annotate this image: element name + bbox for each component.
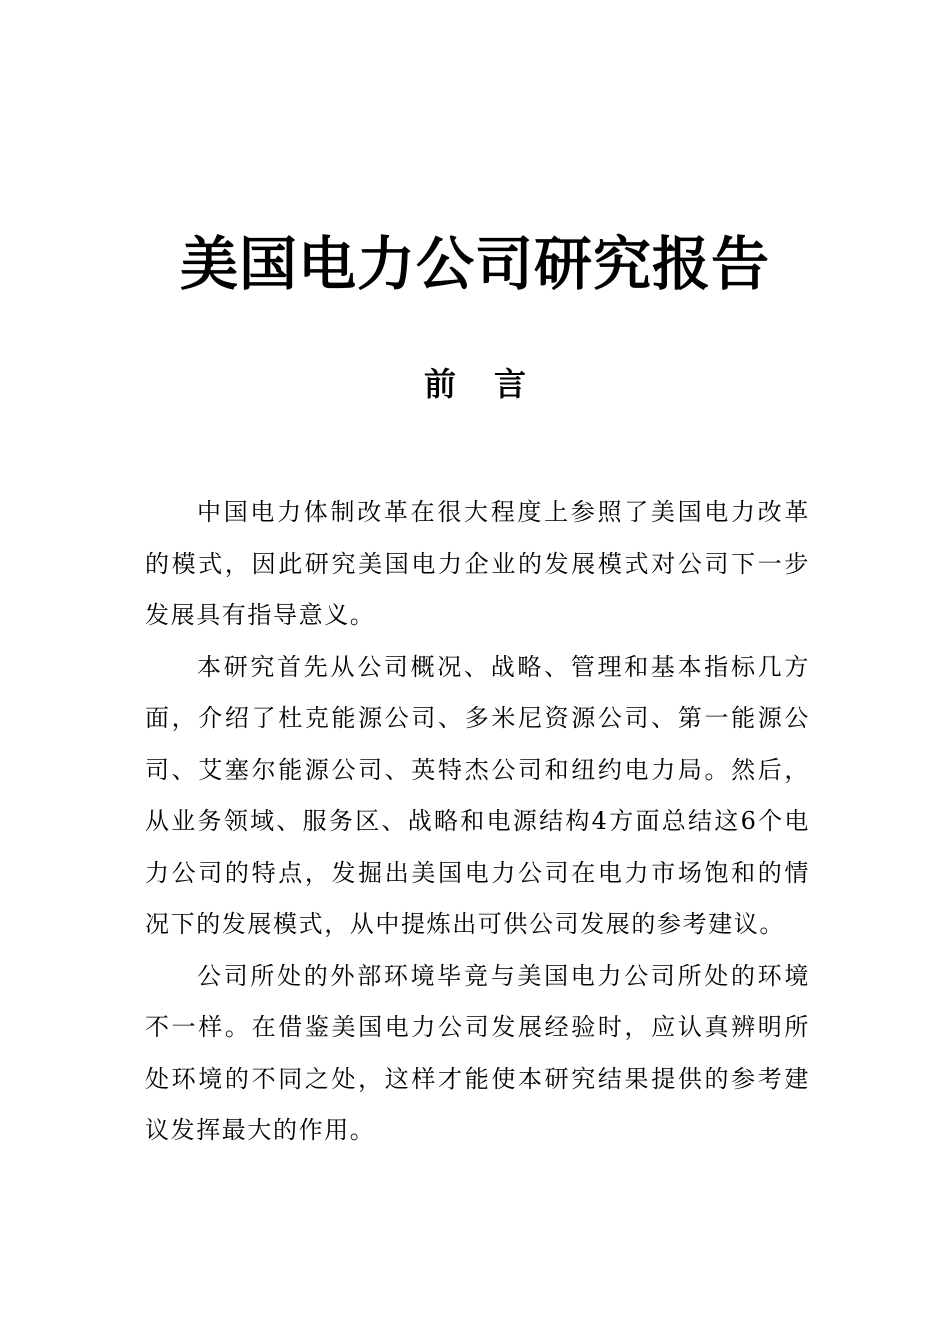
paragraph-2: 本研究首先从公司概况、战略、管理和基本指标几方面，介绍了杜克能源公司、多米尼资源公司、第一能源公司、艾塞尔能源公司、英特杰公司和纽约电力局。然后，从业务领域、服务区、战略和电源结构4方面总结这6个电力公司的特点，发掘出美国电力公司在电力市场饱和的情况下的发展模式，从中提炼出可供公司发展的参考建议。 — [145, 652, 810, 938]
document-title: 美国电力公司研究报告 — [179, 230, 770, 298]
paragraph-1: 中国电力体制改革在很大程度上参照了美国电力改革的模式，因此研究美国电力企业的发展模式对公司下一步发展具有指导意义。 — [145, 498, 810, 629]
section-heading: 前言 — [423, 365, 564, 403]
paragraph-3: 公司所处的外部环境毕竟与美国电力公司所处的环境不一样。在借鉴美国电力公司发展经验时，应认真辨明所处环境的不同之处，这样才能使本研究结果提供的参考建议发挥最大的作用。 — [145, 961, 810, 1144]
document-body — [145, 487, 810, 1157]
